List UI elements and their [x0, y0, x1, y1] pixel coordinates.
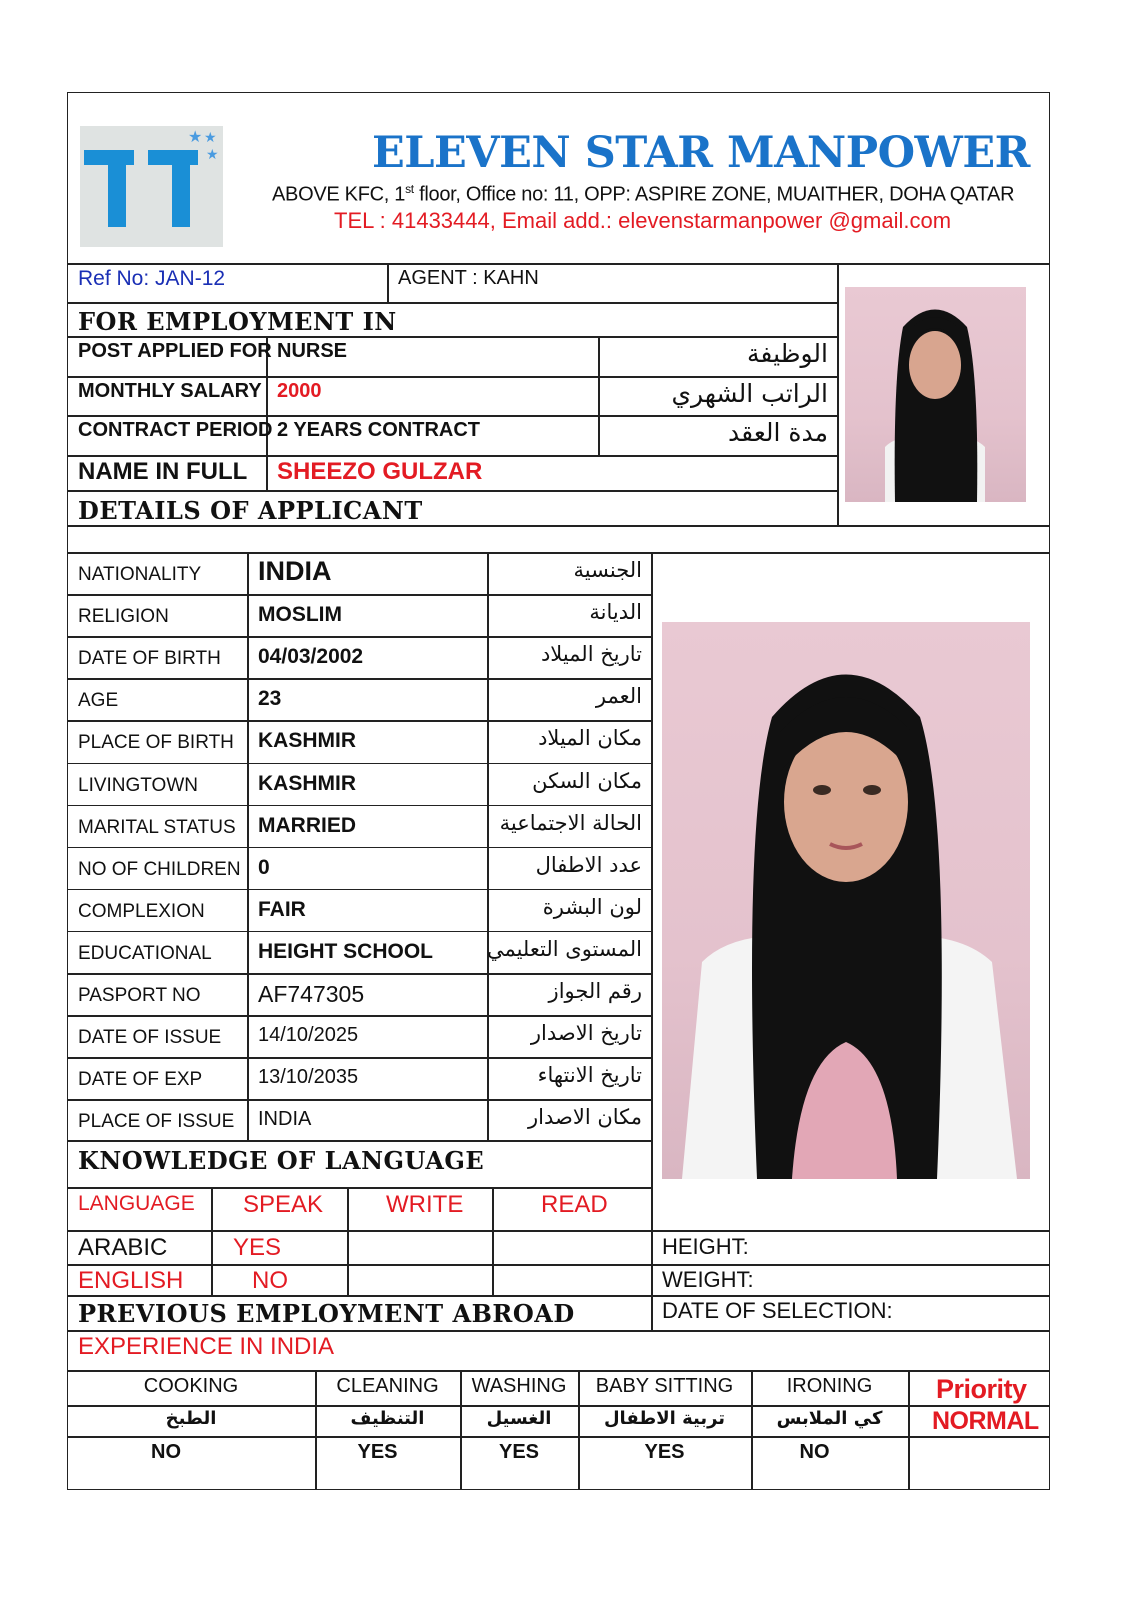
row-divider [67, 931, 651, 933]
skill-value: YES [357, 1441, 398, 1463]
row-divider [67, 847, 651, 849]
post-applied-arabic: الوظيفة [747, 339, 828, 368]
detail-label: AGE [78, 690, 119, 712]
detail-value: AF747305 [258, 981, 365, 1007]
detail-arabic: المستوى التعليمي [486, 936, 642, 961]
full-name-label: NAME IN FULL [78, 458, 248, 485]
detail-arabic: تاريخ الاصدار [530, 1021, 642, 1046]
detail-value: MOSLIM [258, 603, 342, 627]
company-address [272, 183, 1014, 205]
skill-value: YES [644, 1441, 685, 1463]
agent-name: AGENT : KAHN [398, 267, 539, 289]
logo-eleven-icon [80, 126, 223, 247]
detail-label: NO OF CHILDREN [78, 858, 241, 880]
employment-section-title: FOR EMPLOYMENT IN [78, 307, 397, 336]
address-part: ABOVE KFC, 1 [272, 183, 406, 206]
experience-country: EXPERIENCE IN INDIA [78, 1333, 335, 1360]
detail-arabic: مكان الاصدار [528, 1105, 642, 1130]
contract-period-value: 2 YEARS CONTRACT [277, 419, 480, 441]
skill-name: WASHING [471, 1375, 567, 1397]
contract-period-arabic: مدة العقد [728, 418, 828, 447]
skill-arabic: التنظيف [350, 1408, 425, 1429]
detail-label: PASPORT NO [78, 985, 201, 1006]
weight-label: WEIGHT: [662, 1267, 754, 1292]
details-section-title: DETAILS OF APPLICANT [78, 496, 423, 525]
detail-label: EDUCATIONAL [78, 942, 212, 964]
detail-arabic: الديانة [589, 600, 642, 625]
previous-employment-title: PREVIOUS EMPLOYMENT ABROAD [78, 1299, 575, 1328]
row-divider [67, 889, 651, 891]
language-arabic: ARABIC [78, 1234, 168, 1261]
applicant-portrait-large-icon [662, 622, 1030, 1179]
detail-label: RELIGION [78, 606, 169, 628]
language-arabic-speak: YES [233, 1234, 282, 1261]
language-header-read: READ [541, 1191, 608, 1218]
company-name: ELEVEN STAR MANPOWER [372, 128, 1030, 178]
language-header-language: LANGUAGE [78, 1192, 195, 1215]
date-of-selection-label: DATE OF SELECTION: [662, 1298, 893, 1323]
address-sup: st [405, 182, 414, 196]
post-applied-value: NURSE [277, 340, 348, 362]
row-divider [67, 1099, 651, 1101]
skill-name: BABY SITTING [595, 1375, 734, 1397]
detail-value: 04/03/2002 [258, 645, 364, 669]
skill-arabic: تربية الاطفال [603, 1408, 726, 1429]
detail-label: LIVINGTOWN [78, 774, 198, 796]
detail-label: MARITAL STATUS [78, 816, 236, 838]
row-divider [67, 805, 651, 807]
skill-value: YES [498, 1441, 540, 1463]
post-applied-label: POST APPLIED FOR [78, 340, 272, 362]
ref-number: Ref No: JAN-12 [78, 267, 226, 290]
detail-label: PLACE OF BIRTH [78, 732, 234, 754]
detail-value: 0 [258, 855, 270, 879]
skill-name: COOKING [143, 1375, 239, 1397]
language-english-speak: NO [252, 1267, 288, 1294]
applicant-portrait-icon [845, 287, 1026, 502]
detail-label: NATIONALITY [78, 564, 202, 585]
row-divider [67, 678, 651, 680]
monthly-salary-arabic: الراتب الشهري [671, 379, 828, 408]
detail-value: KASHMIR [258, 771, 356, 795]
height-label: HEIGHT: [662, 1234, 749, 1259]
svg-text:★: ★ [188, 127, 203, 146]
detail-label: DATE OF BIRTH [78, 648, 221, 670]
row-divider [67, 973, 651, 975]
priority-value: NORMAL [932, 1407, 1039, 1435]
row-divider [67, 1057, 651, 1059]
detail-label: COMPLEXION [78, 900, 205, 922]
language-header-speak: SPEAK [243, 1191, 324, 1218]
detail-label: DATE OF EXP [78, 1069, 203, 1091]
detail-value: FAIR [258, 897, 306, 921]
skill-value: NO [799, 1441, 830, 1463]
svg-text:★: ★ [206, 147, 219, 163]
priority-label: Priority [936, 1374, 1027, 1404]
detail-arabic: العمر [595, 684, 642, 709]
detail-arabic: تاريخ الانتهاء [537, 1063, 642, 1088]
detail-value: KASHMIR [258, 729, 356, 753]
detail-arabic: مكان السكن [532, 768, 642, 793]
detail-arabic: لون البشرة [542, 894, 642, 919]
detail-value: INDIA [258, 556, 332, 586]
row-divider [67, 594, 651, 596]
detail-value: 14/10/2025 [258, 1024, 359, 1047]
detail-arabic: رقم الجواز [548, 979, 642, 1003]
language-section-title: KNOWLEDGE OF LANGUAGE [78, 1146, 485, 1175]
detail-label: PLACE OF ISSUE [78, 1111, 235, 1133]
company-logo [80, 126, 223, 247]
row-divider [67, 763, 651, 765]
monthly-salary-value: 2000 [277, 380, 322, 402]
detail-arabic: الحالة الاجتماعية [499, 810, 642, 835]
language-english: ENGLISH [78, 1267, 184, 1294]
detail-value: HEIGHT SCHOOL [258, 939, 434, 963]
full-name-value: SHEEZO GULZAR [277, 458, 483, 485]
skill-value: NO [151, 1441, 181, 1463]
contract-period-label: CONTRACT PERIOD [78, 419, 273, 441]
detail-value: MARRIED [258, 813, 356, 837]
skill-arabic: الغسيل [486, 1408, 552, 1429]
skill-name: IRONING [786, 1375, 873, 1397]
company-contact: TEL : 41433444, Email add.: elevenstarmanpower @gmail.com [334, 208, 952, 233]
row-divider [67, 1140, 651, 1142]
address-part: floor, Office no: 11, OPP: ASPIRE ZONE, MUAITHER, DOHA QATAR [413, 183, 1015, 206]
detail-value: INDIA [258, 1108, 312, 1131]
language-header-write: WRITE [386, 1191, 464, 1218]
detail-value: 13/10/2035 [258, 1066, 359, 1089]
skill-arabic: الطبخ [165, 1408, 217, 1429]
row-divider [67, 720, 651, 722]
row-divider [67, 636, 651, 638]
detail-arabic: الجنسية [573, 558, 642, 582]
row-divider [67, 1015, 651, 1017]
detail-arabic: تاريخ الميلاد [540, 642, 642, 667]
skill-arabic: كي الملابس [776, 1408, 883, 1429]
monthly-salary-label: MONTHLY SALARY [78, 380, 262, 402]
svg-text:★: ★ [204, 130, 217, 146]
skill-name: CLEANING [336, 1375, 439, 1397]
detail-arabic: مكان الميلاد [538, 726, 642, 751]
detail-value: 23 [258, 687, 282, 711]
detail-label: DATE OF ISSUE [78, 1027, 222, 1049]
applicant-photo-small [845, 287, 1026, 502]
applicant-photo-large [662, 622, 1030, 1179]
detail-arabic: عدد الاطفال [535, 852, 642, 877]
